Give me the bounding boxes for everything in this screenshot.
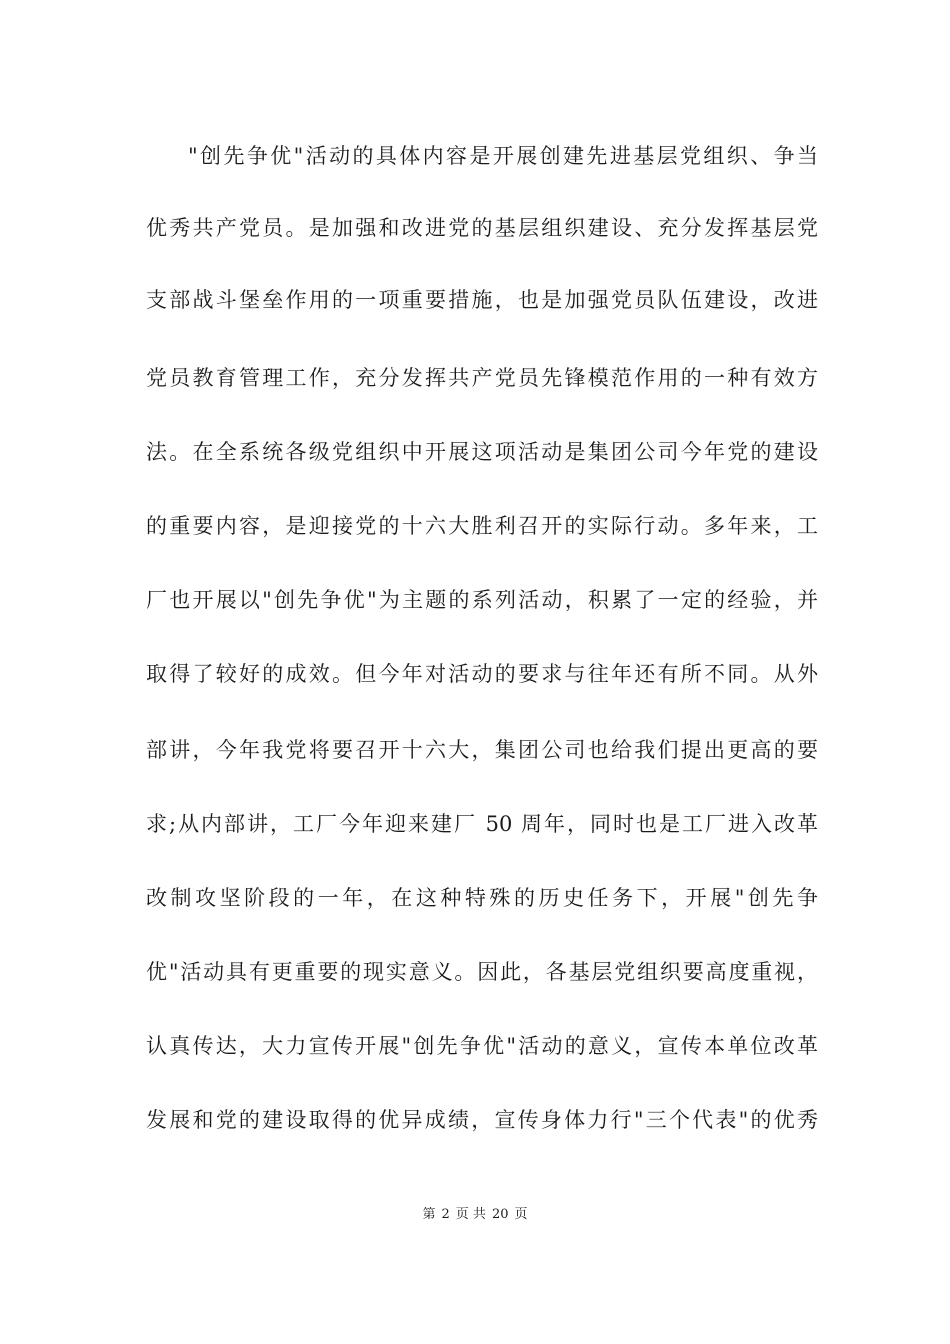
- text-line: "创先争优"活动的具体内容是开展创建先进基层党组织、争当: [188, 144, 818, 168]
- text-line: 优秀共产党员。是加强和改进党的基层组织建设、充分发挥基层党: [146, 216, 818, 240]
- text-line: 党员教育管理工作，充分发挥共产党员先锋模范作用的一种有效方: [146, 366, 818, 390]
- text-line: 发展和党的建设取得的优异成绩，宣传身体力行"三个代表"的优秀: [146, 1108, 818, 1132]
- text-line: 厂也开展以"创先争优"为主题的系列活动，积累了一定的经验，并: [146, 588, 818, 612]
- text-line: 求;从内部讲，工厂今年迎来建厂 50 周年，同时也是工厂进入改革: [146, 812, 818, 836]
- current-page-number: 2: [441, 1207, 450, 1222]
- footer-prefix: 第: [422, 1207, 436, 1222]
- footer-middle: 页 共: [455, 1207, 486, 1222]
- text-line: 取得了较好的成效。但今年对活动的要求与往年还有所不同。从外: [146, 662, 818, 686]
- text-line: 优"活动具有更重要的现实意义。因此，各基层党组织要高度重视，: [146, 960, 818, 984]
- text-line: 改制攻坚阶段的一年，在这种特殊的历史任务下，开展"创先争: [146, 886, 818, 910]
- text-line: 支部战斗堡垒作用的一项重要措施，也是加强党员队伍建设，改进: [146, 288, 818, 312]
- text-line: 的重要内容，是迎接党的十六大胜利召开的实际行动。多年来，工: [146, 514, 818, 538]
- page-number-footer: [0, 1206, 950, 1224]
- footer-suffix: 页: [514, 1207, 528, 1222]
- text-line: 认真传达，大力宣传开展"创先争优"活动的意义，宣传本单位改革: [146, 1034, 818, 1058]
- total-page-count: 20: [491, 1207, 509, 1222]
- text-line: 部讲，今年我党将要召开十六大，集团公司也给我们提出更高的要: [146, 738, 818, 762]
- text-line: 法。在全系统各级党组织中开展这项活动是集团公司今年党的建设: [146, 440, 818, 464]
